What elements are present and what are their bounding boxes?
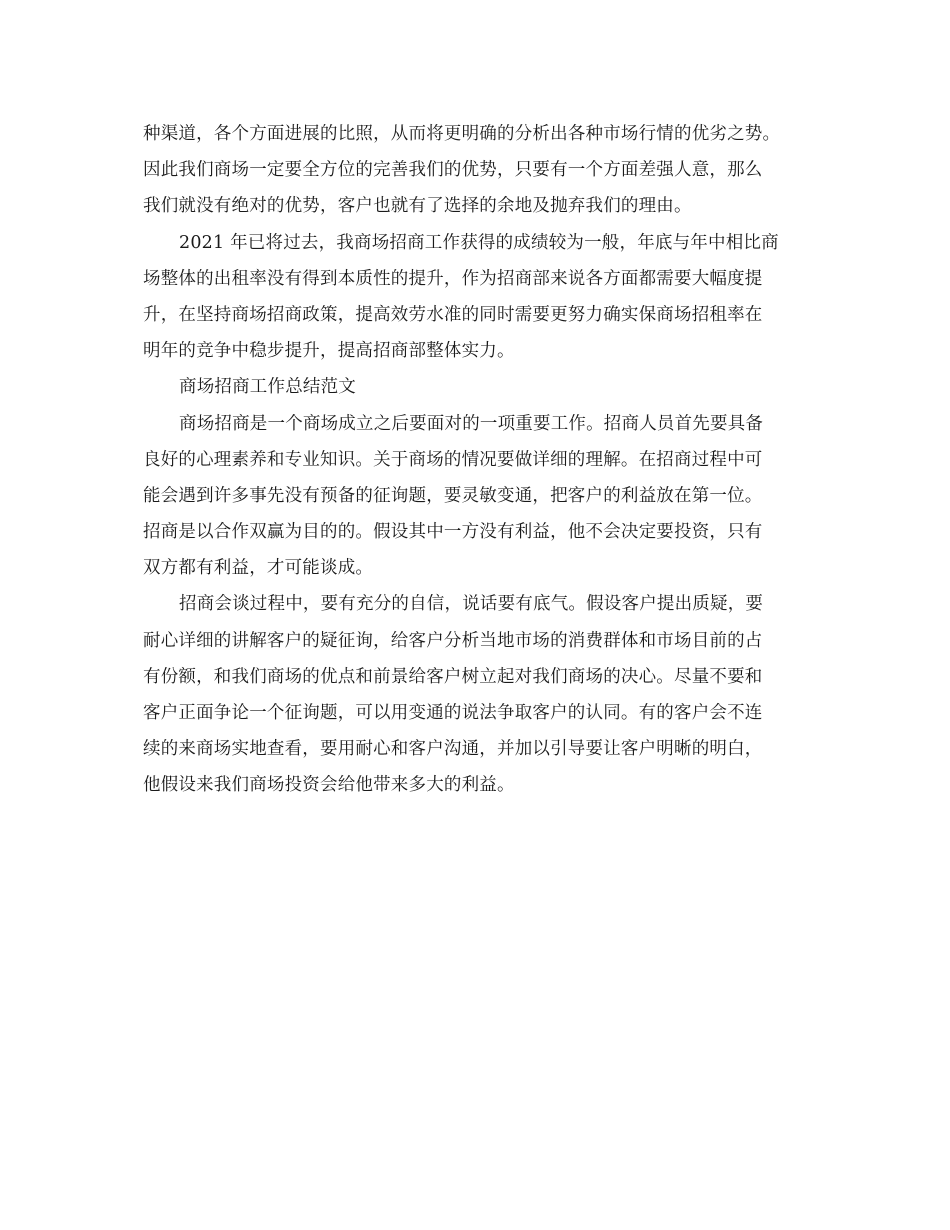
text-line: 客户正面争论一个征询题，可以用变通的说法争取客户的认同。有的客户会不连	[143, 703, 763, 723]
text-line: 种渠道，各个方面进展的比照，从而将更明确的分析出各种市场行情的优劣之势。	[143, 124, 781, 144]
text-line: 招商是以合作双赢为目的的。假设其中一方没有利益，他不会决定要投资，只有	[143, 522, 763, 543]
text-line: 他假设来我们商场投资会给他带来多大的利益。	[143, 775, 515, 796]
paragraph-start-line: 2021 年已将过去，我商场招商工作获得的成绩较为一般，年底与年中相比商	[179, 232, 779, 253]
paragraph-start-line: 招商会谈过程中，要有充分的自信，说话要有底气。假设客户提出质疑，要	[179, 594, 764, 615]
text-line: 双方都有利益，才可能谈成。	[143, 558, 374, 579]
section-heading: 商场招商工作总结范文	[179, 377, 356, 398]
text-line: 续的来商场实地查看，要用耐心和客户沟通，并加以引导要让客户明晰的明白，	[143, 739, 763, 760]
text-line: 因此我们商场一定要全方位的完善我们的优势，只要有一个方面差强人意，那么	[143, 160, 763, 181]
text-line: 有份额，和我们商场的优点和前景给客户树立起对我们商场的决心。尽量不要和	[143, 666, 763, 687]
text-line: 能会遇到许多事先没有预备的征询题，要灵敏变通，把客户的利益放在第一位。	[143, 485, 763, 506]
paragraph-start-line: 商场招商是一个商场成立之后要面对的一项重要工作。招商人员首先要具备	[179, 413, 764, 434]
text-line: 升，在坚持商场招商政策，提高效劳水准的同时需要更努力确实保商场招租率在	[143, 304, 763, 325]
text-line: 我们就没有绝对的优势，客户也就有了选择的余地及抛弃我们的理由。	[143, 196, 692, 217]
text-line: 耐心详细的讲解客户的疑征询，给客户分析当地市场的消费群体和市场目前的占	[143, 630, 763, 651]
document-body	[143, 116, 811, 804]
text-line: 明年的竞争中稳步提升，提高招商部整体实力。	[143, 341, 515, 362]
text-line: 场整体的出租率没有得到本质性的提升，作为招商部来说各方面都需要大幅度提	[143, 268, 763, 289]
text-line: 良好的心理素养和专业知识。关于商场的情况要做详细的理解。在招商过程中可	[143, 449, 763, 470]
